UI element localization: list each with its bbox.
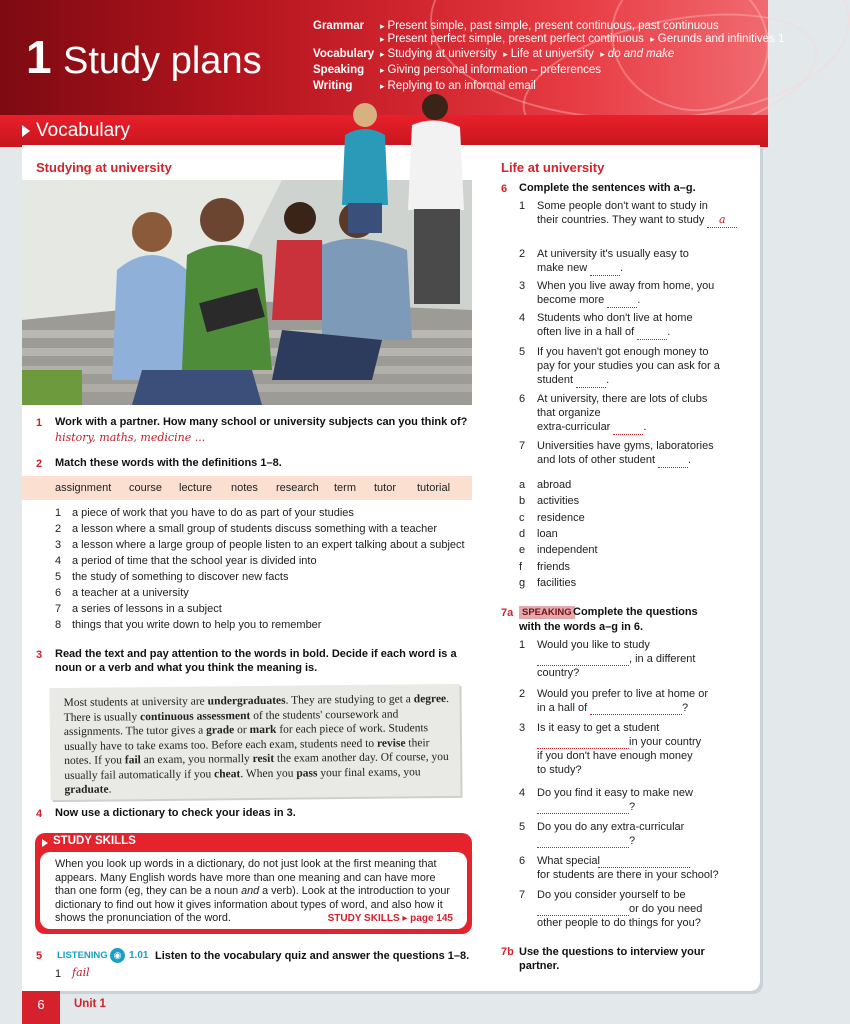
triangle-icon xyxy=(42,839,48,847)
answer-blank[interactable] xyxy=(707,213,737,228)
option-letter: b xyxy=(519,495,526,508)
word-item: tutorial xyxy=(417,482,451,494)
speaking-tag: SPEAKING xyxy=(519,606,575,619)
question-line: , in a different xyxy=(629,653,696,665)
sentence-line: and lots of other student xyxy=(537,454,656,466)
question-line: Do you consider yourself to be xyxy=(537,889,686,901)
exercise-7a-instruction-line1: Complete the questions xyxy=(573,606,698,618)
page-number: 6 xyxy=(22,991,60,1024)
reading-text-segment: . xyxy=(108,783,112,796)
exercise-6-instruction: Complete the sentences with a–g. xyxy=(519,182,696,194)
word-item: term xyxy=(334,482,356,494)
answer-blank[interactable] xyxy=(537,845,629,848)
reading-text-segment: your final exams, you xyxy=(317,765,421,779)
list-item: 7 a series of lessons in a subject xyxy=(55,603,222,615)
key-word: continuous assessment xyxy=(139,709,251,723)
key-word: revise xyxy=(376,736,406,750)
sentence-line: student xyxy=(537,374,574,386)
sentence-number: 3 xyxy=(519,280,526,292)
exercise-number: 1 xyxy=(36,417,43,429)
option-word: independent xyxy=(537,544,598,557)
question-number: 1 xyxy=(519,639,526,651)
sentence-line: Students who don't live at home xyxy=(537,312,693,324)
reading-text-segment: . There is usually xyxy=(63,692,450,724)
sentence-line: At university it's usually easy to xyxy=(537,248,689,260)
key-word: cheat xyxy=(214,767,241,780)
sentence-number: 1 xyxy=(519,200,526,212)
study-skills-box xyxy=(35,833,472,934)
reading-text-segment: an exam, you normally xyxy=(140,753,253,767)
exercise-3-instruction: Read the text and pay attention to the words in bold. Decide if each word is a noun or a verb and what you think the meaning is. xyxy=(55,648,457,674)
audio-cd-icon[interactable]: ◉ xyxy=(110,948,125,963)
exercise-1-instruction: Work with a partner. How many school or university subjects can you think of? xyxy=(55,416,468,428)
sentence-line: pay for your studies you can ask for a xyxy=(537,360,720,372)
word-item: lecture xyxy=(179,482,213,494)
sentence-line: When you live away from home, you xyxy=(537,280,715,292)
exercise-number: 5 xyxy=(36,950,43,962)
section-band-label: Vocabulary xyxy=(36,120,131,141)
word-box xyxy=(22,476,472,500)
sentence-line: often live in a hall of xyxy=(537,326,635,338)
listening-tag: LISTENING xyxy=(57,950,108,961)
option-word: residence xyxy=(537,511,585,524)
sentence-line: become more xyxy=(537,294,605,306)
exercise-number: 7a xyxy=(501,607,514,619)
definitions-list xyxy=(55,505,475,635)
exercise-number: 6 xyxy=(501,183,508,195)
answer-blank-filled: a xyxy=(707,213,737,228)
answer-blank[interactable] xyxy=(537,811,629,814)
question-line: Do you find it easy to make new xyxy=(537,787,693,799)
reading-text-segment: or xyxy=(234,724,250,737)
question-line: or do you need xyxy=(629,903,703,915)
footer-unit-label: Unit 1 xyxy=(74,998,106,1010)
sentence-line: extra-curricular xyxy=(537,421,611,433)
question-line: What special xyxy=(537,855,600,867)
study-skills-title: STUDY SKILLS xyxy=(53,835,136,847)
reading-text-segment: the exam another day. Of course, you usually fail automatically if you xyxy=(64,750,449,782)
reading-text-segment: . When you xyxy=(240,767,297,780)
question-line: Would you prefer to live at home or xyxy=(537,688,708,700)
question-line: country? xyxy=(537,667,580,679)
option-word: facilities xyxy=(537,576,577,589)
option-word: abroad xyxy=(537,479,572,491)
key-word: resit xyxy=(252,752,275,766)
sentence-number: 7 xyxy=(519,440,526,452)
sentence-number: 6 xyxy=(519,393,526,405)
reading-text-segment: for each piece of work. Students usually have to take exams too. Before each exam, students need to xyxy=(63,722,429,753)
option-word: friends xyxy=(537,560,571,573)
study-skills-text: When you look up words in a dictionary, do not just look at the first meaning that appears. Many English words have more than one meaning and can have more than one form (eg, they can be a noun and a verb). Look at the introduction to your dictionary to find out how it gives information about types of word, and also how it shows the pronunciation of the word. xyxy=(55,858,450,925)
answer-blank[interactable]: . xyxy=(658,453,691,468)
question-line: Do you do any extra-curricular xyxy=(537,821,685,833)
sentence-line: Some people don't want to study in xyxy=(537,200,708,212)
reading-text-segment: of the students' coursework and assignments. The tutor gives a xyxy=(63,707,399,739)
question-line: ? xyxy=(629,835,636,847)
option-word: activities xyxy=(537,495,580,508)
exercise-7a-instruction-line2: with the words a–g in 6. xyxy=(519,621,644,633)
sentence-line: that organize xyxy=(537,407,601,419)
sentence-number: 5 xyxy=(519,346,526,358)
list-item: 6 a teacher at a university xyxy=(55,587,189,599)
option-letter: c xyxy=(519,511,525,524)
question-line: in your country xyxy=(629,736,702,748)
key-word: mark xyxy=(249,723,277,737)
question-number: 5 xyxy=(519,821,526,833)
word-item: assignment xyxy=(55,482,112,494)
audio-track-number: 1.01 xyxy=(129,950,149,961)
question-line: for students are there in your school? xyxy=(537,869,719,881)
list-item: 2 a lesson where a small group of students discuss something with a teacher xyxy=(55,523,438,535)
reading-text-segment: Most students at university are xyxy=(63,695,208,710)
unit-title: Study plans xyxy=(63,40,262,82)
question-line: ? xyxy=(682,702,689,714)
unit-number: 1 xyxy=(26,31,52,83)
list-item: 5 the study of something to discover new facts xyxy=(55,571,289,583)
answer-blank[interactable]: . xyxy=(607,293,640,308)
answer-blank[interactable]: . xyxy=(590,261,623,276)
key-word: pass xyxy=(296,766,318,780)
exercise-7b-instruction-line2: partner. xyxy=(519,960,560,972)
word-item: tutor xyxy=(374,482,397,494)
reading-text-segment: their notes. If you xyxy=(64,736,430,767)
option-word: loan xyxy=(537,527,558,540)
list-item: 1 a piece of work that you have to do as part of your studies xyxy=(55,507,354,519)
exercise-5-example-answer: fail xyxy=(72,966,90,979)
question-number: 2 xyxy=(519,688,526,700)
option-letter: f xyxy=(519,560,523,573)
reading-text-card xyxy=(49,684,460,800)
right-heading: Life at university xyxy=(501,160,605,175)
sentence-line: make new xyxy=(537,262,588,274)
question-number: 3 xyxy=(519,722,526,734)
option-letter: e xyxy=(519,544,526,557)
left-heading: Studying at university xyxy=(36,160,172,175)
question-line: Would you like to study xyxy=(537,639,650,651)
exercise-number: 7b xyxy=(501,946,514,958)
standing-students-figure xyxy=(330,95,500,415)
option-letter: a xyxy=(519,479,526,491)
answer-blank[interactable]: . xyxy=(576,373,609,388)
reading-text-segment: . They are studying to get a xyxy=(285,693,414,707)
question-line: other people to do things for you? xyxy=(537,917,701,929)
word-item: notes xyxy=(231,482,258,494)
list-item: 8 things that you write down to help you to remember xyxy=(55,619,322,631)
word-item: course xyxy=(129,482,163,494)
exercise-2-instruction: Match these words with the definitions 1–8. xyxy=(55,457,282,469)
sentence-line: If you haven't got enough money to xyxy=(537,346,709,358)
key-word: graduate xyxy=(64,783,109,796)
question-number: 4 xyxy=(519,787,526,799)
word-item: research xyxy=(276,482,319,494)
sentence-number: 4 xyxy=(519,312,526,324)
exercise-number: 3 xyxy=(36,649,43,661)
answer-blank[interactable] xyxy=(590,712,682,715)
key-word: fail xyxy=(124,754,141,767)
question-line: if you don't have enough money xyxy=(537,750,693,762)
question-line: Is it easy to get a student xyxy=(537,722,660,734)
list-item: 4 a period of time that the school year is divided into xyxy=(55,555,317,567)
question-number: 6 xyxy=(519,855,526,867)
answer-blank[interactable]: . xyxy=(637,325,670,340)
unit-header: 1 Study plans Grammar ▸ Present simple, past simple, present continuous, past continuous ▸ Present perfect simple, present perfect continuous ▸ Gerunds and infinitives 1 Vocabulary ▸ Studying at university ▸ Life at university ▸ do and make Speaking ▸ Giving personal information – preferences Writing ▸ Replying to an informal email xyxy=(0,0,768,115)
exercise-number: 2 xyxy=(36,458,43,470)
key-word: undergraduates xyxy=(207,694,286,708)
study-skills-body xyxy=(40,852,467,929)
sentence-line: Universities have gyms, laboratories xyxy=(537,440,714,452)
exercise-5-instruction: Listen to the vocabulary quiz and answer the questions 1–8. xyxy=(155,950,470,962)
key-word: grade xyxy=(206,724,235,737)
list-item: 3 a lesson where a large group of people listen to an expert talking about a subject xyxy=(55,539,465,551)
key-word: degree xyxy=(413,692,447,706)
exercise-7b-instruction-line1: Use the questions to interview your xyxy=(519,946,705,958)
question-number: 7 xyxy=(519,889,526,901)
exercise-1-example-answer: history, maths, medicine ... xyxy=(55,431,206,444)
question-line: to study? xyxy=(537,764,582,776)
sentence-number: 2 xyxy=(519,248,526,260)
sentence-line: their countries. They want to study xyxy=(537,214,705,226)
reading-text xyxy=(64,692,455,798)
triangle-icon xyxy=(22,125,30,137)
sentence-line: At university, there are lots of clubs xyxy=(537,393,708,405)
exercise-5-item-number: 1 xyxy=(55,968,62,980)
option-letter: g xyxy=(519,576,526,589)
option-letter: d xyxy=(519,527,526,540)
study-skills-page-link[interactable]: STUDY SKILLS ▸ page 145 xyxy=(327,913,453,924)
exercise-number: 4 xyxy=(36,808,43,820)
question-line: in a hall of xyxy=(537,702,588,714)
question-line: ? xyxy=(629,801,636,813)
answer-blank[interactable]: . xyxy=(613,420,646,435)
exercise-4-instruction: Now use a dictionary to check your ideas in 3. xyxy=(55,807,296,819)
